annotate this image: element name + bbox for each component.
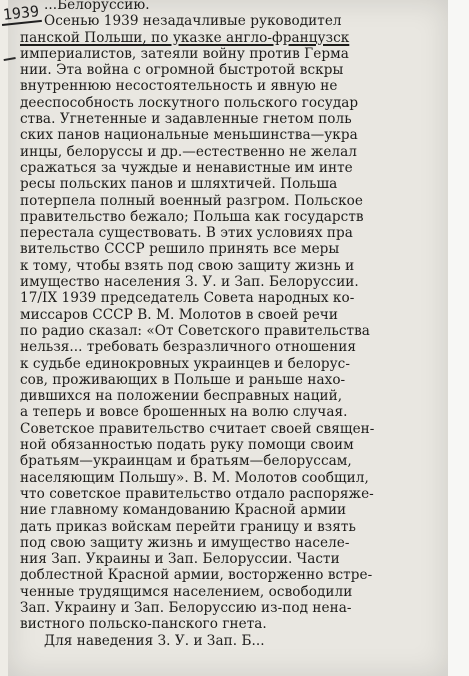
text-line: ства. Угнетенные и задавленные гнетом поль (20, 111, 352, 128)
text-line: Зап. Украину и Зап. Белоруссию из-под нена- (20, 599, 352, 616)
text-line: под свою защиту жизнь и имущество населе- (20, 534, 350, 551)
text-body (20, 0, 450, 649)
text-line: инцы, белоруссы и др.—естественно не желал (20, 143, 357, 160)
text-line: ...Белоруссию. (44, 0, 150, 13)
text-line: Для наведения З. У. и Зап. Б... (44, 632, 265, 649)
text-line: 17/IX 1939 председатель Совета народных ко- (20, 290, 355, 307)
text-line: ние главному командованию Красной армии (20, 502, 347, 519)
text-line: сов, проживающих в Польше и раньше нахо- (20, 371, 346, 388)
text-line: ских панов национальные меньшинства—укра (20, 127, 358, 144)
text-line: вительство СССР решило принять все меры (20, 241, 340, 258)
text-line: доблестной Красной армии, восторженно встре- (20, 567, 373, 584)
text-line: дать приказ войскам перейти границу и взять (20, 518, 356, 535)
text-line: населяющим Польшу». В. М. Молотов сообщил, (20, 469, 369, 486)
text-line: перестала существовать. В этих условиях пра (20, 225, 353, 242)
text-line: вистного польско-панского гнета. (20, 616, 267, 633)
text-line: дееспособность лоскутного польского государ (20, 94, 359, 111)
page-edge (448, 0, 469, 676)
text-line: правительство бежало; Польша как государств (20, 208, 364, 225)
text-line: империалистов, затеяли войну против Герма (20, 45, 349, 62)
text-line: имущество населения З. У. и Зап. Белоруссии. (20, 274, 359, 291)
text-line: сражаться за чуждые и ненавистные им инте (20, 159, 353, 176)
text-line: внутреннюю несостоятельность и явную не (20, 78, 338, 95)
text-line: Осенью 1939 незадачливые руководител (44, 13, 342, 30)
handwritten-margin-note: 1939 (0, 2, 42, 26)
text-line: Советское правительство считает своей священ- (20, 420, 375, 437)
text-line: братьям—украинцам и братьям—белоруссам, (20, 453, 352, 470)
text-line: нии. Эта война с огромной быстротой вскры (20, 62, 344, 79)
text-line: ченные трудящимся населением, освободили (20, 583, 353, 600)
text-line: миссаров СССР В. М. Молотов в своей речи (20, 306, 338, 323)
text-line: дившихся на положении бесправных наций, (20, 388, 343, 405)
text-line: ресы польских панов и шляхтичей. Польша (20, 176, 338, 193)
text-line: а теперь и вовсе брошенных на волю случая. (20, 404, 348, 421)
text-line: панской Польши, по указке англо-французск (20, 29, 350, 46)
text-line: ной обязанностью подать руку помощи своим (20, 437, 354, 454)
text-line: к судьбе единокровных украинцев и белорус- (20, 355, 350, 372)
text-line: нельзя... требовать безразличного отношения (20, 339, 356, 356)
text-line: потерпела полный военный разгром. Польское (20, 192, 363, 209)
text-line: что советское правительство отдало распоряже- (20, 485, 374, 502)
text-line: ния Зап. Украины и Зап. Белоруссии. Части (20, 551, 340, 568)
text-line: к тому, чтобы взять под свою защиту жизнь и (20, 257, 355, 274)
text-line: по радио сказал: «От Советского правительства (20, 322, 370, 339)
